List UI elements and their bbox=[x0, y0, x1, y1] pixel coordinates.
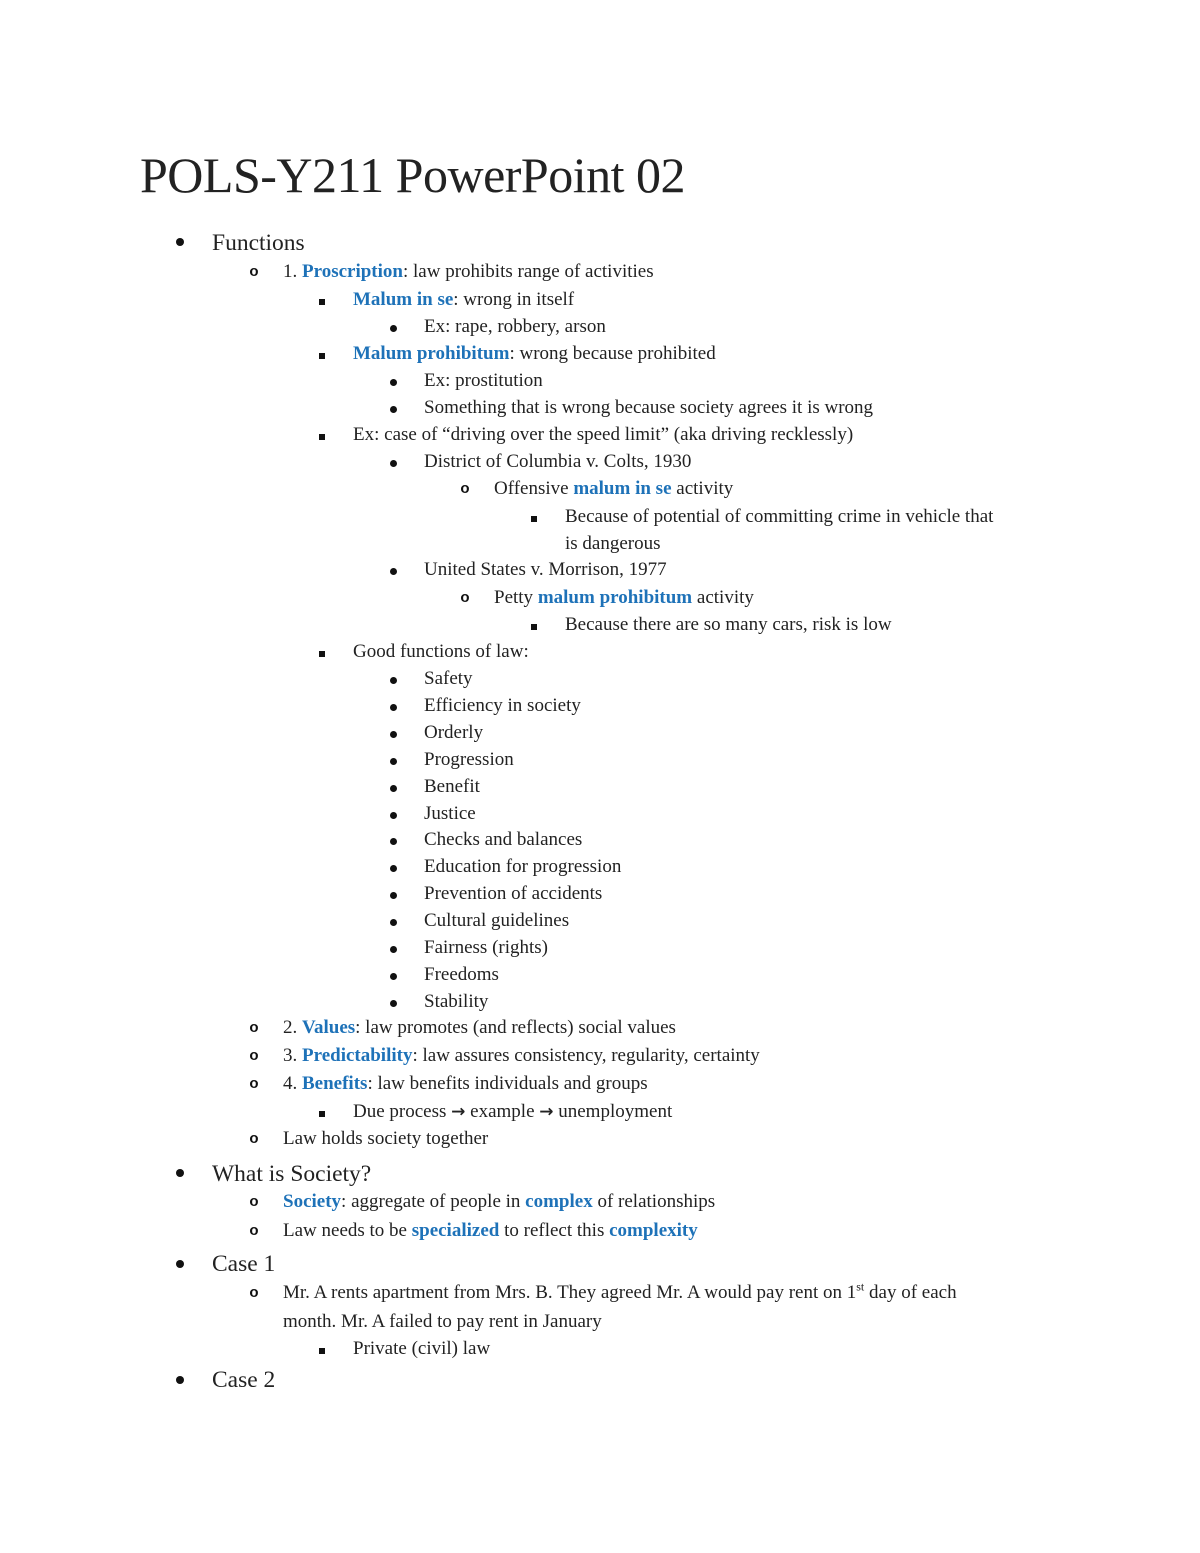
item-text: unemployment bbox=[553, 1101, 673, 1122]
item-malum-prohibitum bbox=[353, 341, 716, 367]
item-benefits bbox=[283, 1071, 648, 1097]
good-function-item: Prevention of accidents bbox=[424, 883, 603, 904]
bullet-icon bbox=[383, 913, 403, 931]
term-values: Values bbox=[302, 1017, 356, 1038]
item-values bbox=[283, 1015, 676, 1041]
item-text: : law benefits individuals and groups bbox=[367, 1073, 648, 1094]
bullet-icon bbox=[170, 1255, 190, 1273]
good-function-item: Benefit bbox=[424, 776, 480, 797]
item-text: of relationships bbox=[592, 1191, 716, 1212]
term-complexity: complexity bbox=[609, 1220, 698, 1241]
item-text: : law assures consistency, regularity, certainty bbox=[412, 1045, 760, 1066]
item-reason-line-1: Because of potential of committing crime in vehicle that bbox=[565, 506, 994, 527]
page-title: POLS-Y211 PowerPoint 02 bbox=[140, 147, 686, 203]
heading-case-2: Case 2 bbox=[212, 1367, 276, 1393]
term-predictability: Predictability bbox=[302, 1045, 413, 1066]
item-text: Mr. A rents apartment from Mrs. B. They agreed Mr. A would pay rent on 1 bbox=[283, 1282, 857, 1303]
item-case-colts: District of Columbia v. Colts, 1930 bbox=[424, 451, 692, 472]
good-function-item: Education for progression bbox=[424, 856, 622, 877]
circle-bullet-icon: o bbox=[249, 1284, 259, 1301]
good-function-item: Efficiency in society bbox=[424, 695, 581, 716]
circle-bullet-icon: o bbox=[249, 1130, 259, 1147]
bullet-icon bbox=[383, 940, 403, 958]
item-text: : law prohibits range of activities bbox=[402, 261, 654, 282]
item-holds-society: Law holds society together bbox=[283, 1128, 489, 1149]
item-society-definition bbox=[283, 1189, 715, 1215]
item-private-law: Private (civil) law bbox=[353, 1338, 491, 1359]
circle-bullet-icon: o bbox=[460, 589, 470, 606]
circle-bullet-icon: o bbox=[249, 263, 259, 280]
item-malum-prohibitum-note: Something that is wrong because society agrees it is wrong bbox=[424, 397, 874, 418]
term-society: Society bbox=[283, 1191, 342, 1212]
item-text: Law needs to be bbox=[283, 1220, 412, 1241]
item-malum-in-se bbox=[353, 287, 574, 313]
circle-bullet-icon: o bbox=[249, 1193, 259, 1210]
term-malum-prohibitum: Malum prohibitum bbox=[353, 343, 510, 364]
good-function-item: Justice bbox=[424, 803, 476, 824]
bullet-icon bbox=[383, 859, 403, 877]
ordinal-suffix: st bbox=[856, 1279, 865, 1294]
item-proscription bbox=[283, 259, 654, 285]
bullet-icon bbox=[383, 994, 403, 1012]
arrow-right-icon: → bbox=[451, 1102, 466, 1122]
heading-what-is-society: What is Society? bbox=[212, 1161, 372, 1187]
item-petty-activity bbox=[494, 585, 754, 611]
square-bullet-icon bbox=[524, 617, 544, 635]
square-bullet-icon bbox=[312, 1104, 332, 1122]
square-bullet-icon bbox=[312, 346, 332, 364]
item-case-morrison: United States v. Morrison, 1977 bbox=[424, 559, 667, 580]
square-bullet-icon bbox=[312, 292, 332, 310]
item-text: Due process bbox=[353, 1101, 452, 1122]
item-case-1-line-2: month. Mr. A failed to pay rent in January bbox=[283, 1311, 602, 1332]
item-good-functions: Good functions of law: bbox=[353, 641, 529, 662]
item-number: 3. bbox=[283, 1045, 302, 1066]
term-malum-prohibitum: malum prohibitum bbox=[537, 587, 693, 608]
item-law-specialized bbox=[283, 1218, 698, 1244]
bullet-icon bbox=[383, 671, 403, 689]
bullet-icon bbox=[383, 725, 403, 743]
item-speed-case: Ex: case of “driving over the speed limit” (aka driving recklessly) bbox=[353, 424, 854, 445]
bullet-icon bbox=[170, 1164, 190, 1182]
heading-case-1: Case 1 bbox=[212, 1251, 276, 1277]
good-function-item: Freedoms bbox=[424, 964, 499, 985]
good-function-item: Orderly bbox=[424, 722, 484, 743]
bullet-icon bbox=[383, 967, 403, 985]
item-text: : law promotes (and reflects) social values bbox=[355, 1017, 676, 1038]
item-text: Petty bbox=[494, 587, 538, 608]
item-number: 4. bbox=[283, 1073, 302, 1094]
good-function-item: Cultural guidelines bbox=[424, 910, 570, 931]
square-bullet-icon bbox=[524, 509, 544, 527]
arrow-right-icon: → bbox=[539, 1102, 554, 1122]
bullet-icon bbox=[170, 1371, 190, 1389]
bullet-icon bbox=[383, 779, 403, 797]
item-reason-line-2: is dangerous bbox=[565, 533, 661, 554]
good-function-item: Fairness (rights) bbox=[424, 937, 549, 958]
bullet-icon bbox=[383, 562, 403, 580]
item-case-1-line-1 bbox=[283, 1280, 957, 1306]
item-number: 2. bbox=[283, 1017, 302, 1038]
bullet-icon bbox=[383, 752, 403, 770]
item-number: 1. bbox=[283, 261, 302, 282]
item-text: to reflect this bbox=[499, 1220, 610, 1241]
item-reason-cars: Because there are so many cars, risk is low bbox=[565, 614, 892, 635]
item-malum-prohibitum-example: Ex: prostitution bbox=[424, 370, 543, 391]
circle-bullet-icon: o bbox=[249, 1222, 259, 1239]
circle-bullet-icon: o bbox=[460, 480, 470, 497]
item-malum-in-se-example: Ex: rape, robbery, arson bbox=[424, 316, 606, 337]
bullet-icon bbox=[383, 454, 403, 472]
item-text: : wrong in itself bbox=[453, 289, 575, 310]
bullet-icon bbox=[383, 319, 403, 337]
item-text: : aggregate of people in bbox=[341, 1191, 526, 1212]
item-offensive-activity bbox=[494, 476, 733, 502]
heading-functions: Functions bbox=[212, 230, 305, 256]
square-bullet-icon bbox=[312, 644, 332, 662]
circle-bullet-icon: o bbox=[249, 1019, 259, 1036]
bullet-icon bbox=[383, 373, 403, 391]
term-complex: complex bbox=[525, 1191, 593, 1212]
good-function-item: Safety bbox=[424, 668, 473, 689]
bullet-icon bbox=[383, 400, 403, 418]
item-text: activity bbox=[671, 478, 734, 499]
item-due-process bbox=[353, 1099, 672, 1125]
good-function-item: Stability bbox=[424, 991, 489, 1012]
bullet-icon bbox=[170, 233, 190, 251]
term-specialized: specialized bbox=[411, 1220, 500, 1241]
good-function-item: Checks and balances bbox=[424, 829, 583, 850]
item-text: example bbox=[465, 1101, 540, 1122]
bullet-icon bbox=[383, 698, 403, 716]
term-benefits: Benefits bbox=[302, 1073, 368, 1094]
item-text: activity bbox=[692, 587, 754, 608]
circle-bullet-icon: o bbox=[249, 1047, 259, 1064]
item-text: day of each bbox=[864, 1282, 957, 1303]
square-bullet-icon bbox=[312, 1341, 332, 1359]
item-predictability bbox=[283, 1043, 760, 1069]
bullet-icon bbox=[383, 806, 403, 824]
term-malum-in-se: malum in se bbox=[573, 478, 672, 499]
good-function-item: Progression bbox=[424, 749, 514, 770]
bullet-icon bbox=[383, 886, 403, 904]
circle-bullet-icon: o bbox=[249, 1075, 259, 1092]
term-proscription: Proscription bbox=[302, 261, 403, 282]
item-text: : wrong because prohibited bbox=[509, 343, 716, 364]
item-text: Offensive bbox=[494, 478, 574, 499]
square-bullet-icon bbox=[312, 427, 332, 445]
term-malum-in-se: Malum in se bbox=[353, 289, 454, 310]
bullet-icon bbox=[383, 832, 403, 850]
